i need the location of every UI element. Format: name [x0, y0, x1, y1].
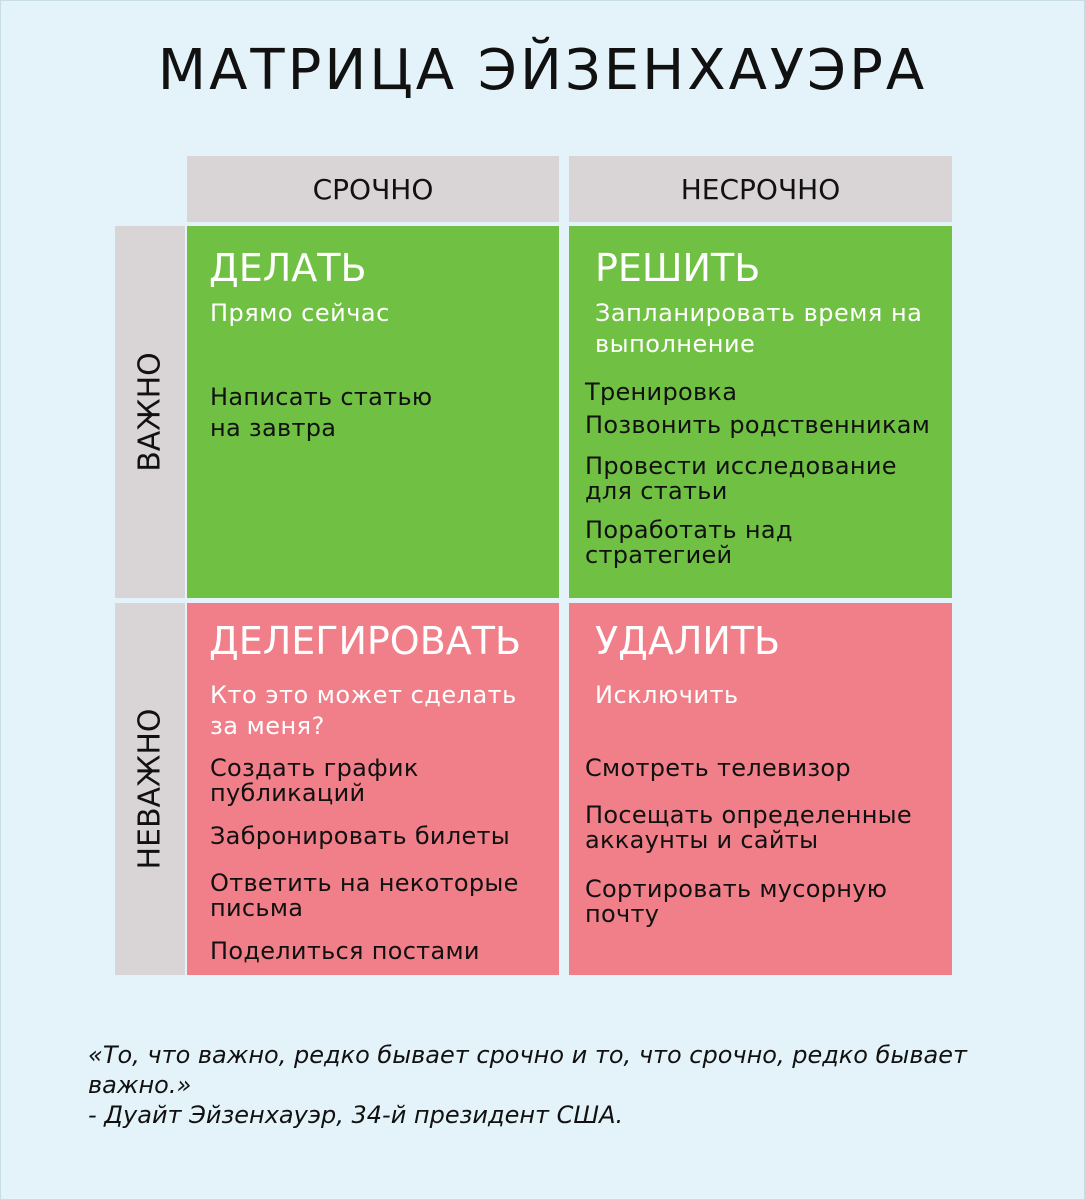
quadrant-delete-item: Смотреть телевизор: [585, 754, 851, 782]
quadrant-do-subtitle: Прямо сейчас: [210, 299, 390, 327]
quadrant-delegate-item: Поделиться постами: [210, 937, 480, 965]
quadrant-delegate-item: Забронировать билеты: [210, 822, 511, 850]
quadrant-delegate-item: Ответить на некоторые письма: [210, 869, 519, 922]
quadrant-decide: [569, 226, 952, 598]
page-title: МАТРИЦА ЭЙЗЕНХАУЭРА: [157, 38, 928, 103]
column-header-not-urgent: НЕСРОЧНО: [569, 156, 952, 222]
quadrant-decide-item: Тренировка: [585, 378, 738, 406]
quadrant-do: [187, 226, 559, 598]
quadrant-decide-heading: РЕШИТЬ: [595, 246, 761, 290]
quadrant-delegate-heading: ДЕЛЕГИРОВАТЬ: [209, 619, 522, 663]
quadrant-delegate-item: Создать график публикаций: [210, 754, 419, 807]
row-header-not-important: [115, 603, 185, 975]
quadrant-delete-heading: УДАЛИТЬ: [595, 619, 781, 663]
quadrant-delegate: [187, 603, 559, 975]
quadrant-decide-subtitle: Запланировать время на выполнение: [595, 299, 923, 358]
quadrant-delete-item: Посещать определенные аккаунты и сайты: [585, 801, 912, 854]
quadrant-decide-item: Поработать над стратегией: [585, 516, 793, 569]
quadrant-decide-item: Позвонить родственникам: [585, 411, 931, 439]
quadrant-delete-subtitle: Исключить: [595, 681, 739, 709]
column-header-urgent: СРОЧНО: [187, 156, 559, 222]
quadrant-decide-item: Провести исследование для статьи: [585, 452, 897, 505]
quadrant-delegate-subtitle: Кто это может сделать за меня?: [210, 681, 517, 740]
quote-text: «То, что важно, редко бывает срочно и то, что срочно, редко бывает важно.»: [88, 1041, 967, 1099]
quote-block: [88, 1040, 1058, 1130]
quote-author: - Дуайт Эйзенхауэр, 34-й президент США.: [88, 1101, 624, 1129]
quadrant-delete-item: Сортировать мусорную почту: [585, 875, 888, 928]
row-header-important-label: ВАЖНО: [132, 352, 168, 472]
quadrant-do-heading: ДЕЛАТЬ: [209, 246, 367, 290]
quadrant-delete: [569, 603, 952, 975]
quadrant-do-item: Написать статью на завтра: [210, 383, 433, 442]
row-header-not-important-label: НЕВАЖНО: [132, 708, 168, 870]
row-header-important: [115, 226, 185, 598]
